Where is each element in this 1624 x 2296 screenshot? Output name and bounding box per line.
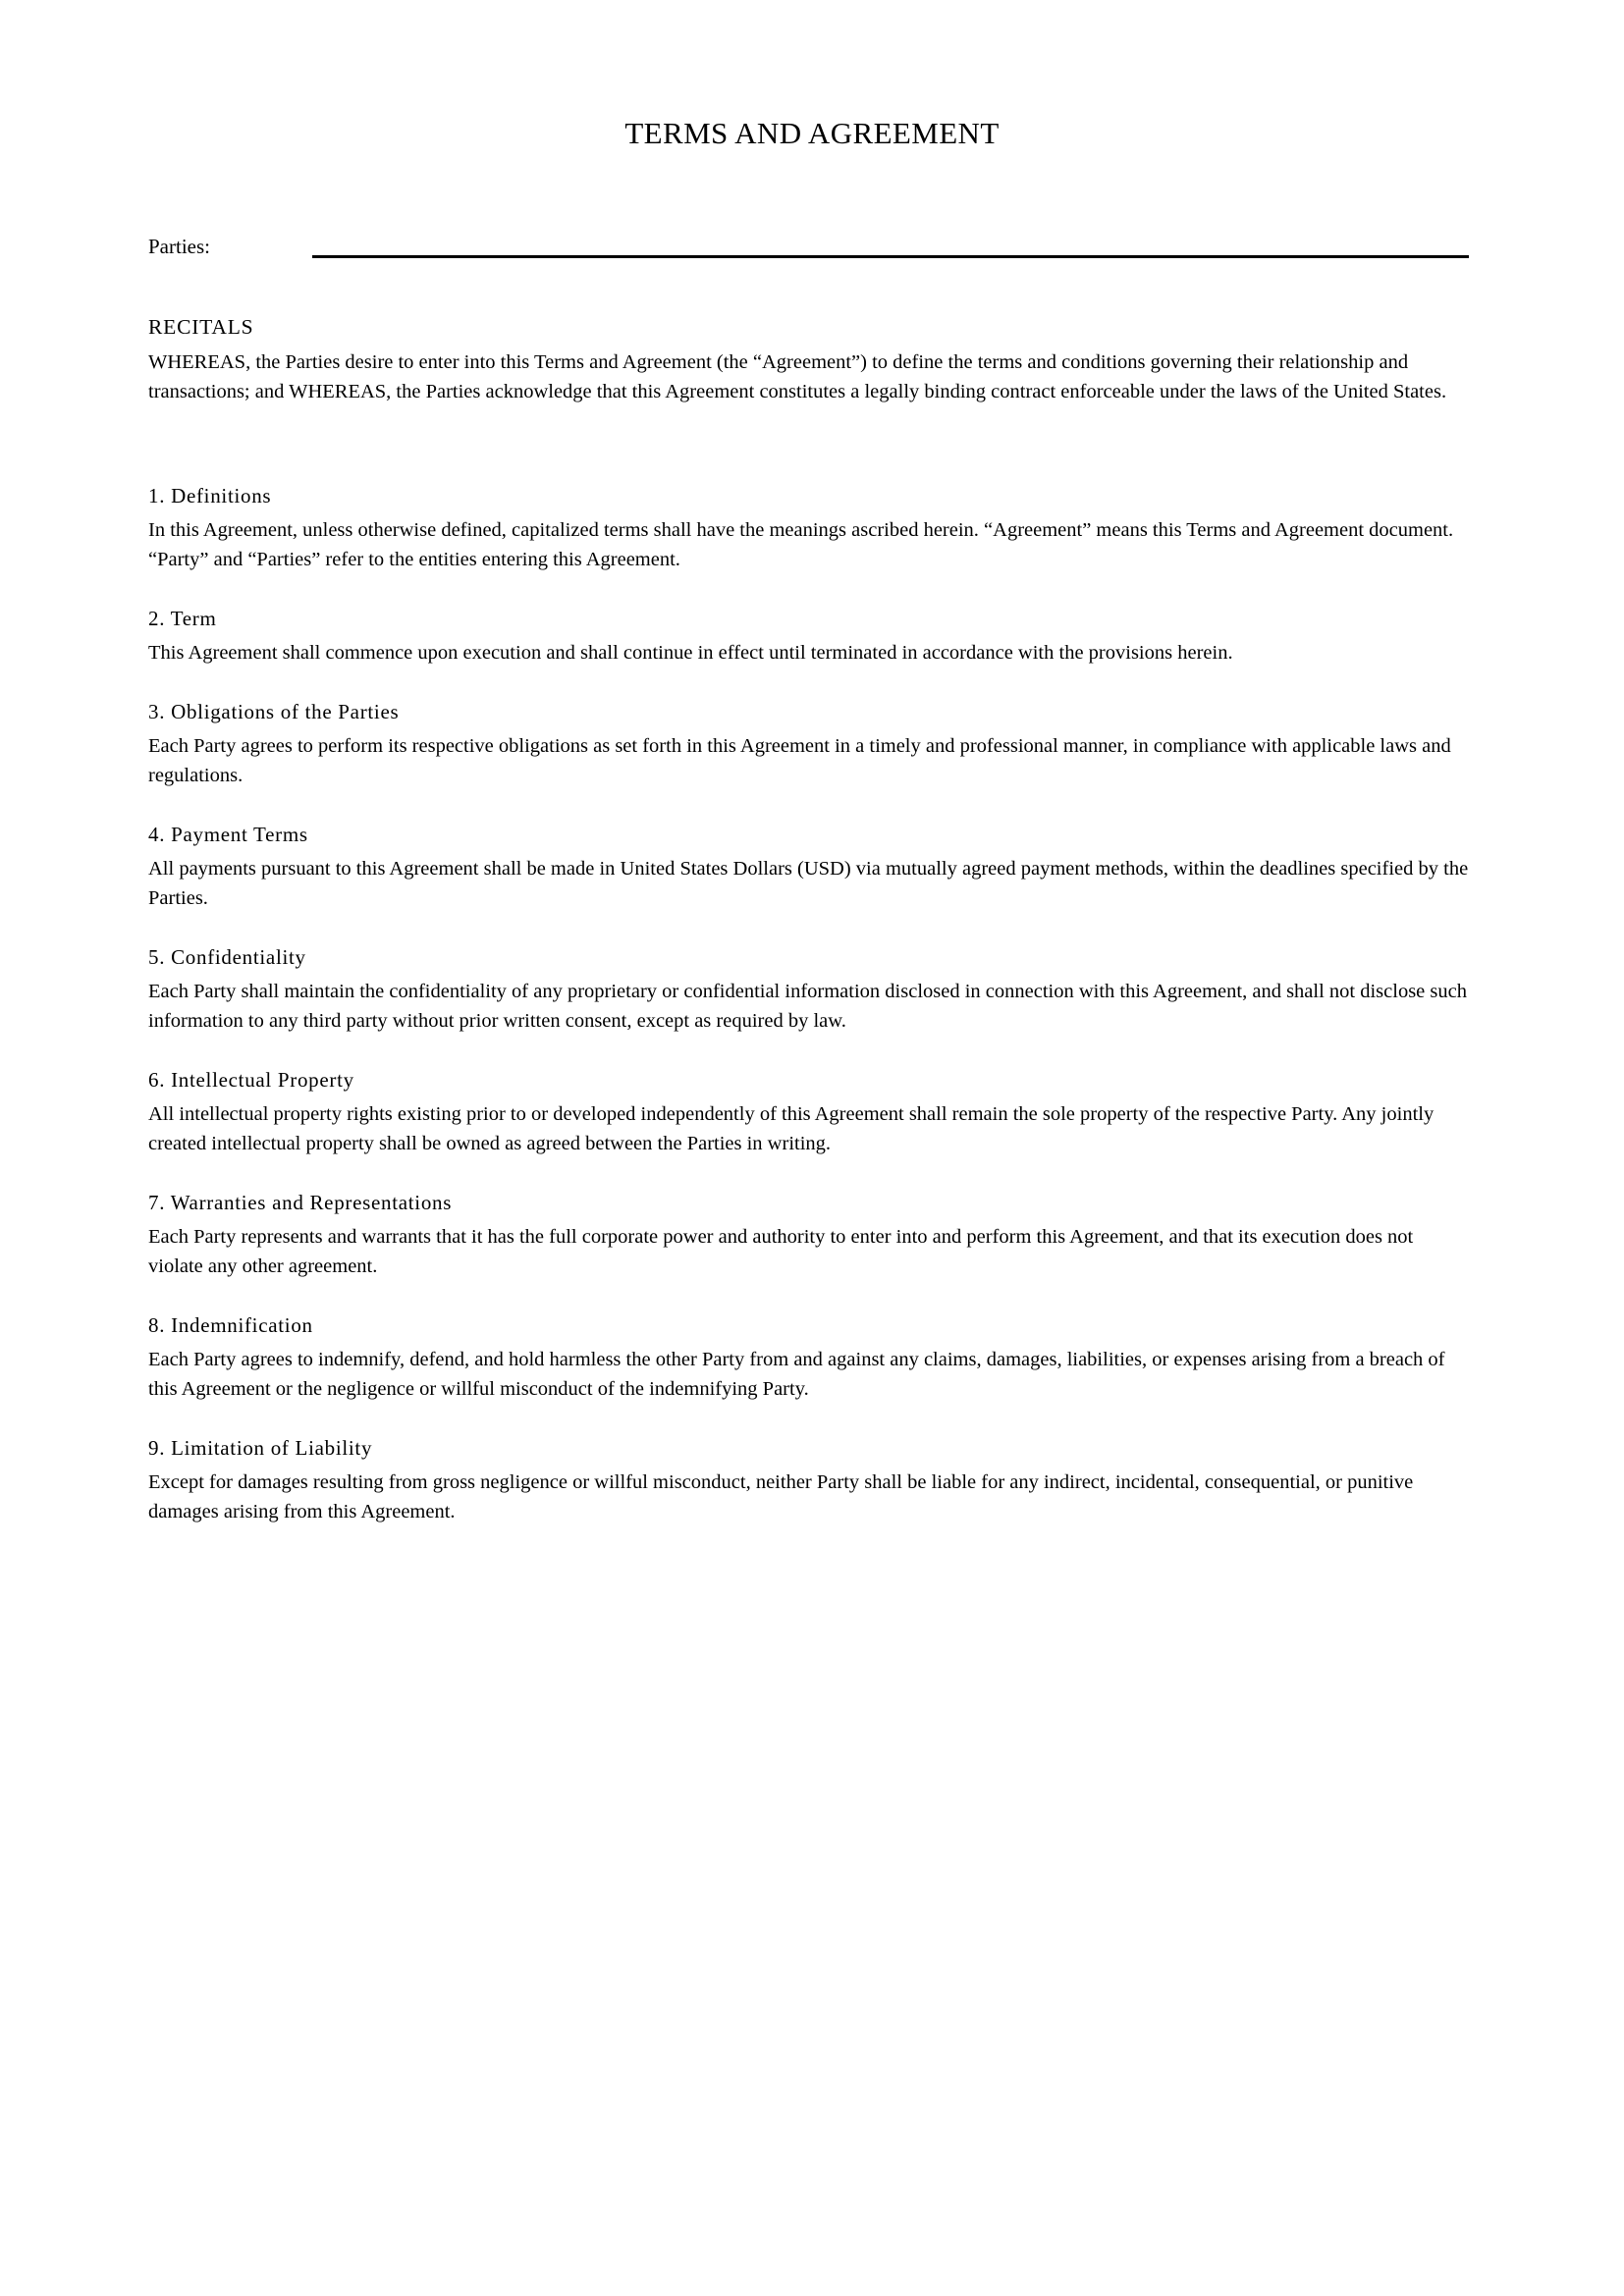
section-heading: 8. Indemnification <box>148 1313 313 1337</box>
section <box>148 820 1469 913</box>
section-recitals <box>148 312 1469 406</box>
section <box>148 942 1469 1036</box>
section-heading: 7. Warranties and Representations <box>148 1191 453 1214</box>
section-heading: 2. Term <box>148 607 217 630</box>
section-body: In this Agreement, unless otherwise defined, capitalized terms shall have the meanings ascribed herein. “Agreement” means this Terms and Agreement document. “Party” and “Parties” refer to the entities entering this Agreement. <box>148 519 1454 570</box>
section-body: This Agreement shall commence upon execution and shall continue in effect until terminated in accordance with the provisions herein. <box>148 642 1233 664</box>
parties-row <box>148 234 1469 267</box>
section-body: Except for damages resulting from gross negligence or willful misconduct, neither Party shall be liable for any indirect, incidental, consequential, or punitive damages arising from this Agreement. <box>148 1471 1414 1522</box>
section-heading: 6. Intellectual Property <box>148 1068 354 1092</box>
section <box>148 1310 1469 1404</box>
section-heading: 4. Payment Terms <box>148 823 308 846</box>
section-heading: 9. Limitation of Liability <box>148 1436 373 1460</box>
section-body: Each Party represents and warrants that it has the full corporate power and authority to enter into and perform this Agreement, and that its execution does not violate any other agreement. <box>148 1226 1414 1277</box>
numbered-sections <box>148 481 1469 1526</box>
section <box>148 481 1469 574</box>
recitals-body: WHEREAS, the Parties desire to enter into this Terms and Agreement (the “Agreement”) to define the terms and conditions governing their relationship and transactions; and WHEREAS, the Parties acknowledge that this Agreement constitutes a legally binding contract enforceable under the laws of the United States. <box>148 351 1447 402</box>
recitals-heading: RECITALS <box>148 315 254 339</box>
section-body: Each Party agrees to perform its respective obligations as set forth in this Agreement in a timely and professional manner, in compliance with applicable laws and regulations. <box>148 735 1451 786</box>
document-body <box>148 312 1469 1526</box>
parties-label: Parties: <box>148 235 210 258</box>
section <box>148 1433 1469 1526</box>
section-heading: 1. Definitions <box>148 484 272 507</box>
section-body: Each Party agrees to indemnify, defend, and hold harmless the other Party from and against any claims, damages, liabilities, or expenses arising from a breach of this Agreement or the negligence or willful misconduct of the indemnifying Party. <box>148 1349 1445 1400</box>
section-body: All payments pursuant to this Agreement shall be made in United States Dollars (USD) via mutually agreed payment methods, within the deadlines specified by the Parties. <box>148 858 1469 909</box>
section-heading: 5. Confidentiality <box>148 945 306 969</box>
section <box>148 1065 1469 1158</box>
section <box>148 1188 1469 1281</box>
section <box>148 604 1469 667</box>
section-body: Each Party shall maintain the confidentiality of any proprietary or confidential information disclosed in connection with this Agreement, and shall not disclose such information to any third party without prior written consent, except as required by law. <box>148 981 1467 1032</box>
page-title: TERMS AND AGREEMENT <box>624 116 1000 150</box>
section-heading: 3. Obligations of the Parties <box>148 700 400 723</box>
parties-fill-in-line[interactable] <box>312 234 1469 259</box>
section <box>148 697 1469 790</box>
section-body: All intellectual property rights existing prior to or developed independently of this Agreement shall remain the sole property of the respective Party. Any jointly created intellectual property shall be owned as agreed between the Parties in writing. <box>148 1103 1435 1154</box>
